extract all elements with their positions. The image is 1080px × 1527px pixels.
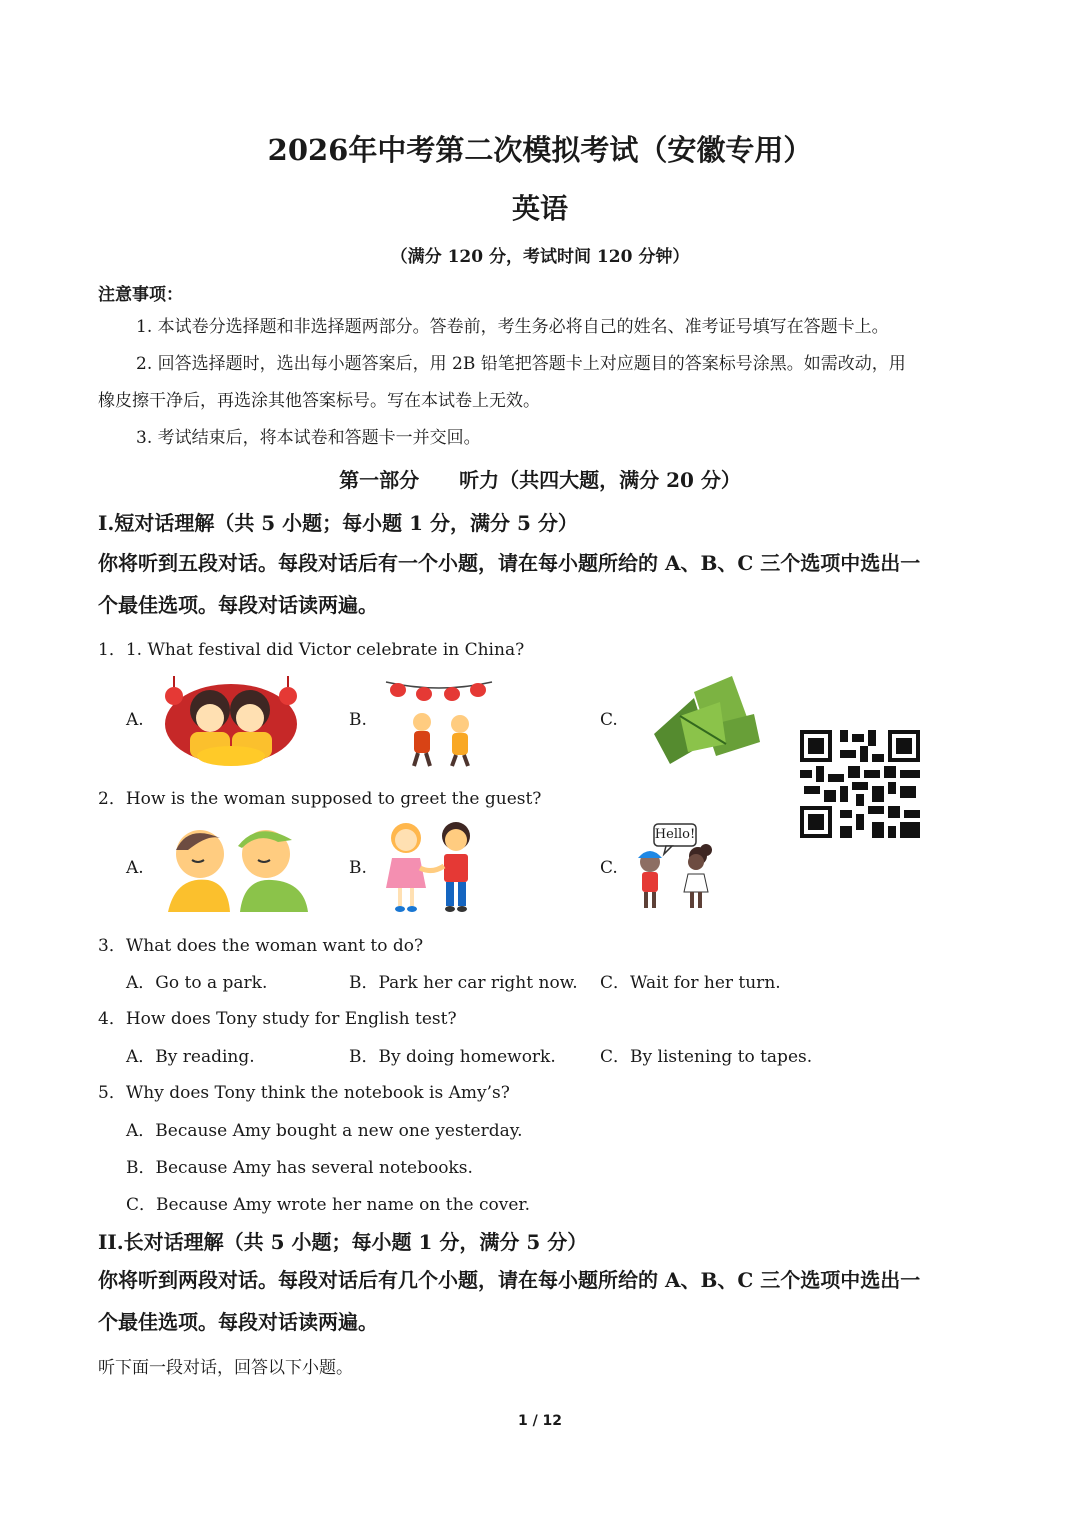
q2-option-b-label: B.: [349, 858, 367, 878]
exam-title: 2026年中考第二次模拟考试（安徽专用）: [267, 133, 813, 167]
notice-item-3: 3. 考试结束后，将本试卷和答题卡一并交回。: [136, 428, 481, 448]
notice-item-2-cont: 橡皮擦干净后，再选涂其他答案标号。写在本试卷上无效。: [98, 391, 540, 411]
zongzi-icon: [650, 672, 762, 768]
q2-option-c-label: C.: [600, 858, 618, 878]
section2-note: 听下面一段对话，回答以下小题。: [98, 1358, 353, 1378]
q3-option-c: C．Wait for her turn.: [600, 973, 781, 993]
q3-option-a: A．Go to a park.: [126, 973, 268, 993]
lantern-festival-kids-icon: [384, 672, 494, 768]
notice-item-2: 2. 回答选择题时，选出每小题答案后，用 2B 铅笔把答题卡上对应题目的答案标号涂黑。如需改动，用: [136, 354, 906, 374]
q4-option-a: A．By reading.: [126, 1047, 255, 1067]
section1-instructions: [98, 542, 988, 626]
section1-heading: I.短对话理解（共 5 小题；每小题 1 分，满分 5 分）: [98, 511, 578, 535]
section2-instructions: [98, 1259, 988, 1343]
part1-title: 第一部分 听力（共四大题，满分 20 分）: [339, 468, 741, 492]
q1-option-c-label: C.: [600, 710, 618, 730]
q1-option-a-label: A.: [126, 710, 144, 730]
qr-code-icon: [800, 730, 920, 838]
hello-bubble-text: Hello!: [654, 827, 696, 842]
q5-option-a: A．Because Amy bought a new one yesterday.: [126, 1121, 523, 1141]
q1-option-b-label: B.: [349, 710, 367, 730]
q4-option-c: C．By listening to tapes.: [600, 1047, 813, 1067]
question-4-stem: 4．How does Tony study for English test?: [98, 1009, 457, 1029]
q3-option-b: B．Park her car right now.: [349, 973, 578, 993]
exam-subject: 英语: [511, 192, 568, 225]
section2-heading: II.长对话理解（共 5 小题；每小题 1 分，满分 5 分）: [98, 1230, 588, 1254]
handshake-kids-icon: [380, 820, 480, 914]
score-info: （满分 120 分，考试时间 120 分钟）: [390, 247, 690, 267]
q5-option-c: C．Because Amy wrote her name on the cover.: [126, 1195, 531, 1215]
notice-item-1: 1. 本试卷分选择题和非选择题两部分。答卷前，考生务必将自己的姓名、准考证号填写在答题卡上。: [136, 317, 889, 337]
notice-heading: 注意事项：: [98, 285, 183, 305]
spring-festival-kids-icon: [160, 672, 302, 768]
question-5-stem: 5．Why does Tony think the notebook is Amy’s?: [98, 1083, 510, 1103]
question-2-stem: 2．How is the woman supposed to greet the guest?: [98, 789, 542, 809]
bowing-kids-icon: [158, 820, 312, 912]
hello-kids-icon: [632, 822, 724, 912]
section1-instruction-line: 你将听到五段对话。每段对话后有一个小题，请在每小题所给的 A、B、C 三个选项中选出一: [98, 551, 921, 575]
page-number: 1 / 12: [517, 1413, 563, 1429]
section1-instruction-line: 个最佳选项。每段对话读两遍。: [98, 593, 378, 617]
question-3-stem: 3．What does the woman want to do?: [98, 936, 424, 956]
q4-option-b: B．By doing homework.: [349, 1047, 556, 1067]
q2-option-a-label: A.: [126, 858, 144, 878]
question-1-stem: 1．1. What festival did Victor celebrate in China?: [98, 640, 525, 660]
section2-instruction-line: 你将听到两段对话。每段对话后有几个小题，请在每小题所给的 A、B、C 三个选项中选出一: [98, 1268, 921, 1292]
section2-instruction-line: 个最佳选项。每段对话读两遍。: [98, 1310, 378, 1334]
q5-option-b: B．Because Amy has several notebooks.: [126, 1158, 473, 1178]
